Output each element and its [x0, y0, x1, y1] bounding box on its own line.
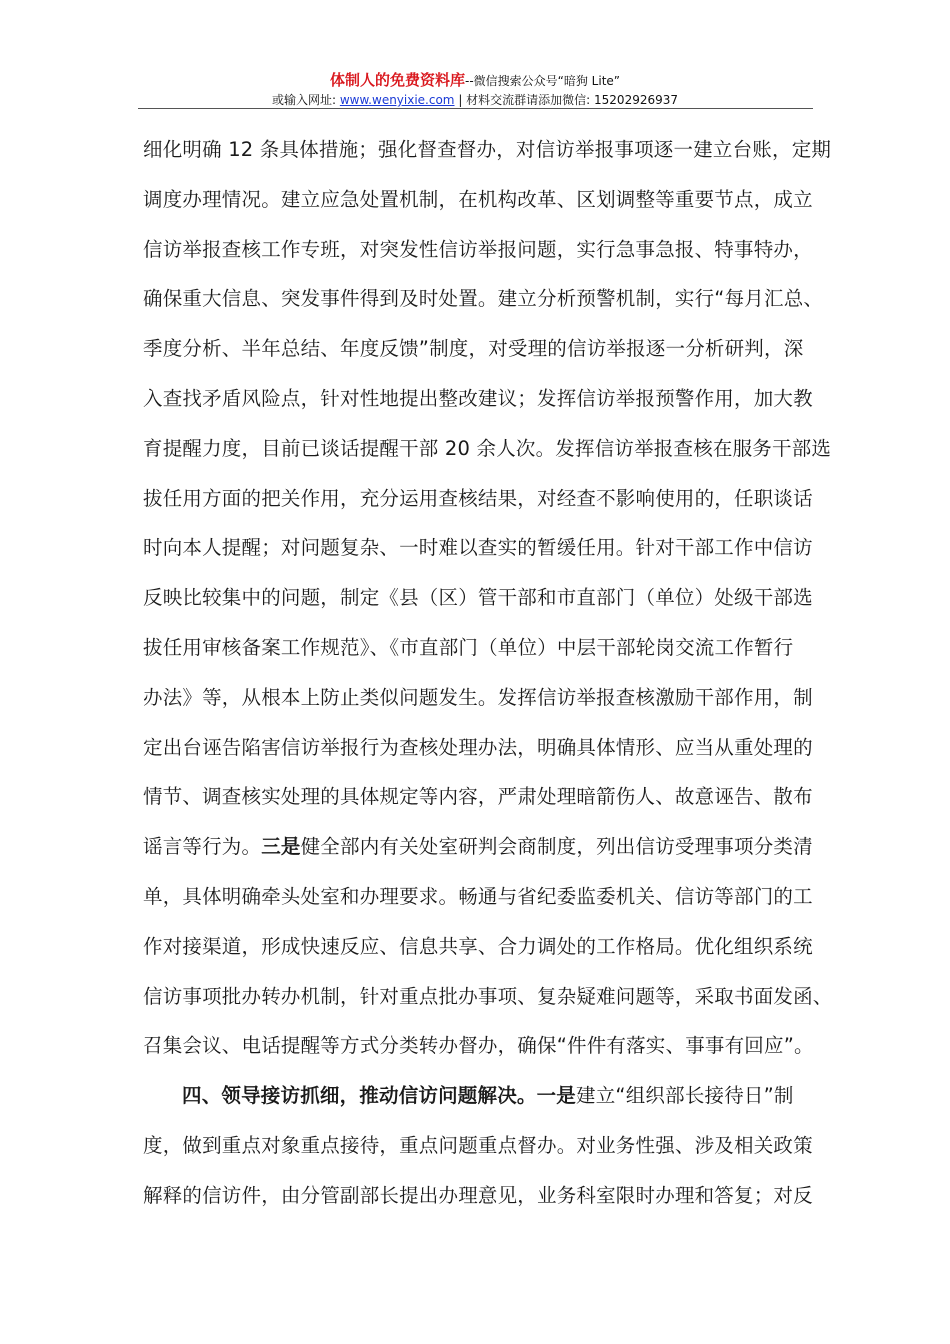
bold-marker: 三是 — [261, 835, 301, 859]
text-line: 季度分析、半年总结、年度反馈”制度，对受理的信访举报逐一分析研判，深 — [143, 337, 804, 361]
brand-name: 体制人的免费资料库 — [329, 71, 465, 89]
text-line: 信访举报查核工作专班，对突发性信访举报问题，实行急事急报、特事特办， — [143, 237, 813, 261]
header-title-line — [0, 70, 950, 91]
text-line: 细化明确 12 条具体措施；强化督查督办，对信访举报事项逐一建立台账，定期 — [143, 138, 832, 161]
text-line: 度，做到重点对象重点接待，重点问题重点督办。对业务性强、涉及相关政策 — [143, 1133, 813, 1157]
text-line: 信访事项批办转办机制，针对重点批办事项、复杂疑难问题等，采取书面发函、 — [143, 984, 833, 1008]
text-line: 入查找矛盾风险点，针对性地提出整改建议；发挥信访举报预警作用，加大教 — [143, 386, 813, 410]
text-line — [143, 829, 811, 879]
header-divider — [138, 108, 813, 109]
brand-subtitle: --微信搜索公众号“暗狗 Lite” — [464, 74, 621, 88]
text-segment: 健全部内有关处室研判会商制度，列出信访受理事项分类清 — [300, 835, 813, 859]
text-line: 反映比较集中的问题，制定《县（区）管干部和市直部门（单位）处级干部选 — [143, 586, 813, 610]
text-line: 拔任用审核备案工作规范》、《市直部门（单位）中层干部轮岗交流工作暂行 — [143, 635, 794, 659]
url-prefix: 或输入网址: — [271, 93, 340, 107]
text-line: 时向本人提醒；对问题复杂、一时难以查实的暂缓任用。针对干部工作中信访 — [143, 536, 813, 560]
text-line: 拔任用方面的把关作用，充分运用查核结果，对经查不影响使用的，任职谈话 — [143, 486, 813, 510]
document-body — [143, 132, 833, 1228]
text-line: 调度办理情况。建立应急处置机制，在机构改革、区划调整等重要节点，成立 — [143, 187, 813, 211]
website-link[interactable]: www.wenyixie.com — [339, 93, 455, 107]
text-segment: 谣言等行为。 — [143, 835, 262, 859]
text-line: 定出台诬告陷害信访举报行为查核处理办法，明确具体情形、应当从重处理的 — [143, 735, 813, 759]
section-heading: 四、领导接访抓细，推动信访问题解决。一是 — [182, 1084, 577, 1108]
header-contact-line — [0, 92, 950, 109]
wechat-contact: | 材料交流群请添加微信: 15202926937 — [454, 93, 679, 107]
text-line: 单，具体明确牵头处室和办理要求。畅通与省纪委监委机关、信访等部门的工 — [143, 884, 813, 908]
text-segment: 建立“组织部长接待日”制 — [576, 1084, 794, 1108]
text-line: 办法》等，从根本上防止类似问题发生。发挥信访举报查核激励干部作用，制 — [143, 685, 813, 709]
text-line: 召集会议、电话提醒等方式分类转办督办，确保“件件有落实、事事有回应”。 — [143, 1034, 814, 1058]
text-line: 确保重大信息、突发事件得到及时处置。建立分析预警机制，实行“每月汇总、 — [143, 287, 824, 311]
page-header — [0, 70, 950, 109]
text-line: 情节、调查核实处理的具体规定等内容，严肃处理暗箭伤人、故意诬告、散布 — [143, 785, 813, 809]
text-line: 解释的信访件，由分管副部长提出办理意见，业务科室限时办理和答复；对反 — [143, 1183, 813, 1207]
text-line: 作对接渠道，形成快速反应、信息共享、合力调处的工作格局。优化组织系统 — [143, 934, 813, 958]
text-line: 育提醒力度，目前已谈话提醒干部 20 余人次。发挥信访举报查核在服务干部选 — [143, 436, 832, 460]
section-heading-line — [143, 1078, 811, 1128]
